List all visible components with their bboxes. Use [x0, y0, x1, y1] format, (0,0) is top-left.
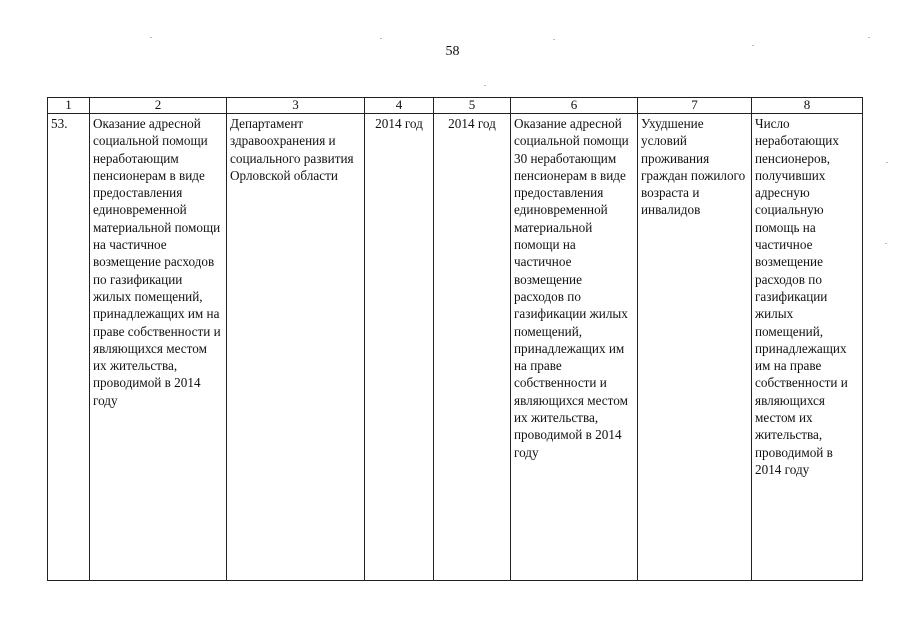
responsible-executor-cell [227, 114, 365, 581]
end-year: 2014 год [448, 116, 496, 131]
scan-speck [484, 85, 486, 86]
row-number: 53. [51, 116, 68, 131]
scan-speck [886, 162, 888, 163]
header-cell-5: 5 [434, 98, 511, 114]
start-year: 2014 год [375, 116, 423, 131]
header-cell-7: 7 [638, 98, 752, 114]
end-year-cell [434, 114, 511, 581]
expected-result-cell [511, 114, 638, 581]
scan-speck [885, 243, 887, 244]
scan-speck [752, 45, 754, 46]
scan-speck [868, 37, 870, 38]
indicator: Число неработающих пенсионеров, получивших адресную социальную помощь на частичное возмещение расходов по газификации жилых помещений, принадлежащих им на праве собственности и являющихся местом их жительства, проводимой в 2014 году [755, 116, 848, 477]
scan-speck [553, 39, 555, 40]
start-year-cell [365, 114, 434, 581]
consequences-cell [638, 114, 752, 581]
consequences: Ухудшение условий проживания граждан пожилого возраста и инвалидов [641, 116, 746, 218]
measure-name-cell [90, 114, 227, 581]
header-cell-3: 3 [227, 98, 365, 114]
header-cell-8: 8 [752, 98, 863, 114]
indicator-cell [752, 114, 863, 581]
measure-name: Оказание адресной социальной помощи неработающим пенсионерам в виде предоставления единовременной материальной помощи на частичное возмещение расходов по газификации жилых помещений, принадлежащих им на праве собственности и являющихся местом их жительства, проводимой в 2014 году [93, 116, 221, 408]
scan-speck [380, 38, 382, 39]
expected-result: Оказание адресной социальной помощи 30 неработающим пенсионерам в виде предоставления единовременной материальной помощи на частичное возмещение расходов по газификации жилых помещений, принадлежащих им на праве собственности и являющихся местом их жительства, проводимой в 2014 году [514, 116, 629, 460]
header-cell-2: 2 [90, 98, 227, 114]
row-number-cell [48, 114, 90, 581]
table-row [48, 114, 863, 581]
header-cell-1: 1 [48, 98, 90, 114]
measures-table [47, 97, 863, 581]
table-header-row [48, 98, 863, 114]
header-cell-4: 4 [365, 98, 434, 114]
scan-speck [150, 37, 152, 38]
responsible-executor: Департамент здравоохранения и социального развития Орловской области [230, 116, 354, 183]
header-cell-6: 6 [511, 98, 638, 114]
page-number: 58 [445, 44, 460, 59]
